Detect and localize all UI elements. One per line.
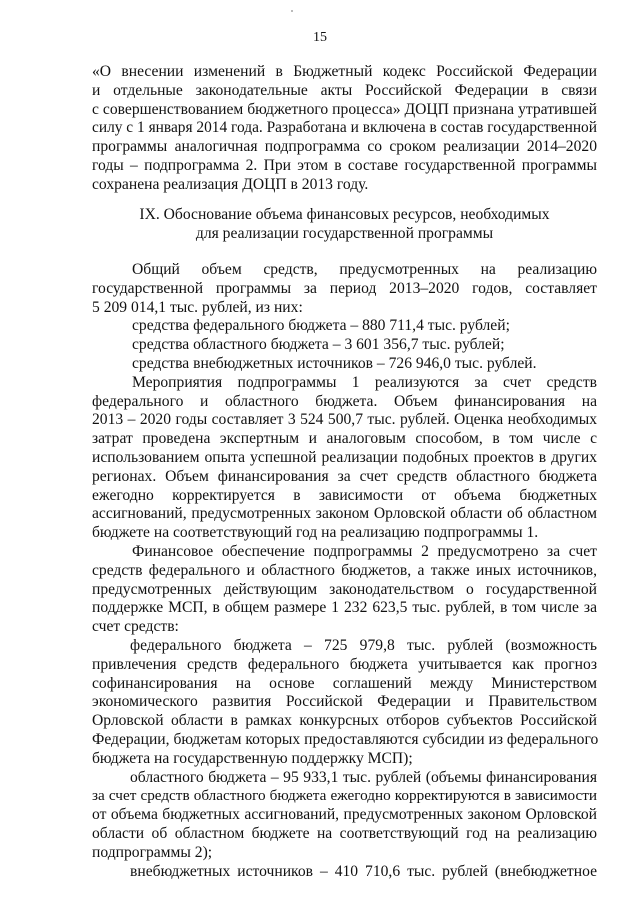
- text-line: софинансирования на основе соглашений между Министерством: [92, 674, 597, 692]
- text-line: программы аналогичная подпрограмма со сроком реализации 2014–2020: [92, 138, 597, 156]
- text-line: силу с 1 января 2014 года. Разработана и включена в состав государственной: [92, 119, 597, 137]
- text-line: подпрограммы 2);: [92, 843, 213, 861]
- text-line: сохранена реализация ДОЦП в 2013 году.: [92, 175, 369, 193]
- scan-speck: [291, 10, 293, 12]
- text-line: области об областном бюджете на соответствующий год на реализацию: [92, 824, 597, 842]
- text-line: бюджете на соответствующий год на реализацию подпрограммы 1.: [92, 524, 539, 542]
- text-line: средства федерального бюджета – 880 711,4 тыс. рублей;: [132, 317, 510, 335]
- heading-line: IX. Обоснование объема финансовых ресурсов, необходимых: [139, 206, 550, 223]
- text-line: привлечения средств федерального бюджета учитывается как прогноз: [92, 655, 597, 673]
- text-line: Мероприятия подпрограммы 1 реализуются за счет средств: [132, 373, 597, 391]
- text-line: ассигнований, предусмотренных законом Орловской области об областном: [92, 505, 597, 523]
- text-line: областного бюджета – 95 933,1 тыс. рублей (объемы финансирования: [130, 768, 597, 786]
- text-line: предусмотренных действующим законодательством о государственной: [92, 580, 597, 598]
- text-line: «О внесении изменений в Бюджетный кодекс Российской Федерации: [92, 63, 597, 80]
- text-line: и отдельные законодательные акты Российской Федерации в связи: [92, 81, 597, 99]
- text-line: Финансовое обеспечение подпрограммы 2 предусмотрено за счет: [132, 542, 597, 560]
- text-line: поддержке МСП, в общем размере 1 232 623,5 тыс. рублей, в том числе за: [92, 599, 597, 617]
- text-line: средств федерального и областного бюджетов, а также иных источников,: [92, 561, 597, 579]
- text-line: использованием опыта успешной реализации подобных проектов в других: [92, 448, 597, 466]
- text-line: годы – подпрограмма 2. При этом в составе государственной программы: [92, 156, 597, 174]
- body-text: [92, 261, 597, 881]
- text-line: федерального бюджета – 725 979,8 тыс. рублей (возможность: [130, 636, 597, 654]
- text-line: от объема бюджетных ассигнований, предусмотренных законом Орловской: [92, 806, 597, 824]
- text-line: Федерации, бюджетам которых предоставляются субсидии из федерального: [92, 730, 599, 748]
- text-line: средства внебюджетных источников – 726 946,0 тыс. рублей.: [132, 354, 537, 372]
- page-number: 15: [313, 30, 327, 45]
- text-line: за счет средств областного бюджета ежегодно корректируются в зависимости: [92, 787, 597, 805]
- text-line: экономического развития Российской Федерации и Правительством: [92, 693, 597, 711]
- text-line: бюджета на государственную поддержку МСП);: [92, 749, 413, 767]
- text-line: затрат проведена экспертным и аналоговым способом, в том числе с: [92, 430, 597, 448]
- text-line: 5 209 014,1 тыс. рублей, из них:: [92, 298, 303, 316]
- intro-paragraph: [92, 63, 597, 195]
- text-line: счет средств:: [92, 618, 179, 636]
- heading-line: для реализации государственной программы: [195, 224, 494, 242]
- text-line: ежегодно корректируется в зависимости от объема бюджетных: [92, 486, 597, 504]
- text-line: средства областного бюджета – 3 601 356,7 тыс. рублей;: [132, 336, 505, 354]
- text-line: Орловской области в рамках конкурсных отборов субъектов Российской: [92, 712, 597, 730]
- text-line: государственной программы за период 2013–2020 годов, составляет: [92, 279, 597, 297]
- section-heading: [92, 206, 597, 244]
- text-line: Общий объем средств, предусмотренных на реализацию: [132, 261, 597, 278]
- text-line: федерального и областного бюджета. Объем финансирования на: [92, 392, 597, 410]
- text-line: 2013 – 2020 годы составляет 3 524 500,7 тыс. рублей. Оценка необходимых: [92, 411, 597, 429]
- text-line: внебюджетных источников – 410 710,6 тыс. рублей (внебюджетное: [130, 862, 597, 880]
- text-line: регионах. Объем финансирования за счет средств областного бюджета: [92, 467, 597, 485]
- text-line: с совершенствованием бюджетного процесса» ДОЦП признана утратившей: [92, 100, 597, 118]
